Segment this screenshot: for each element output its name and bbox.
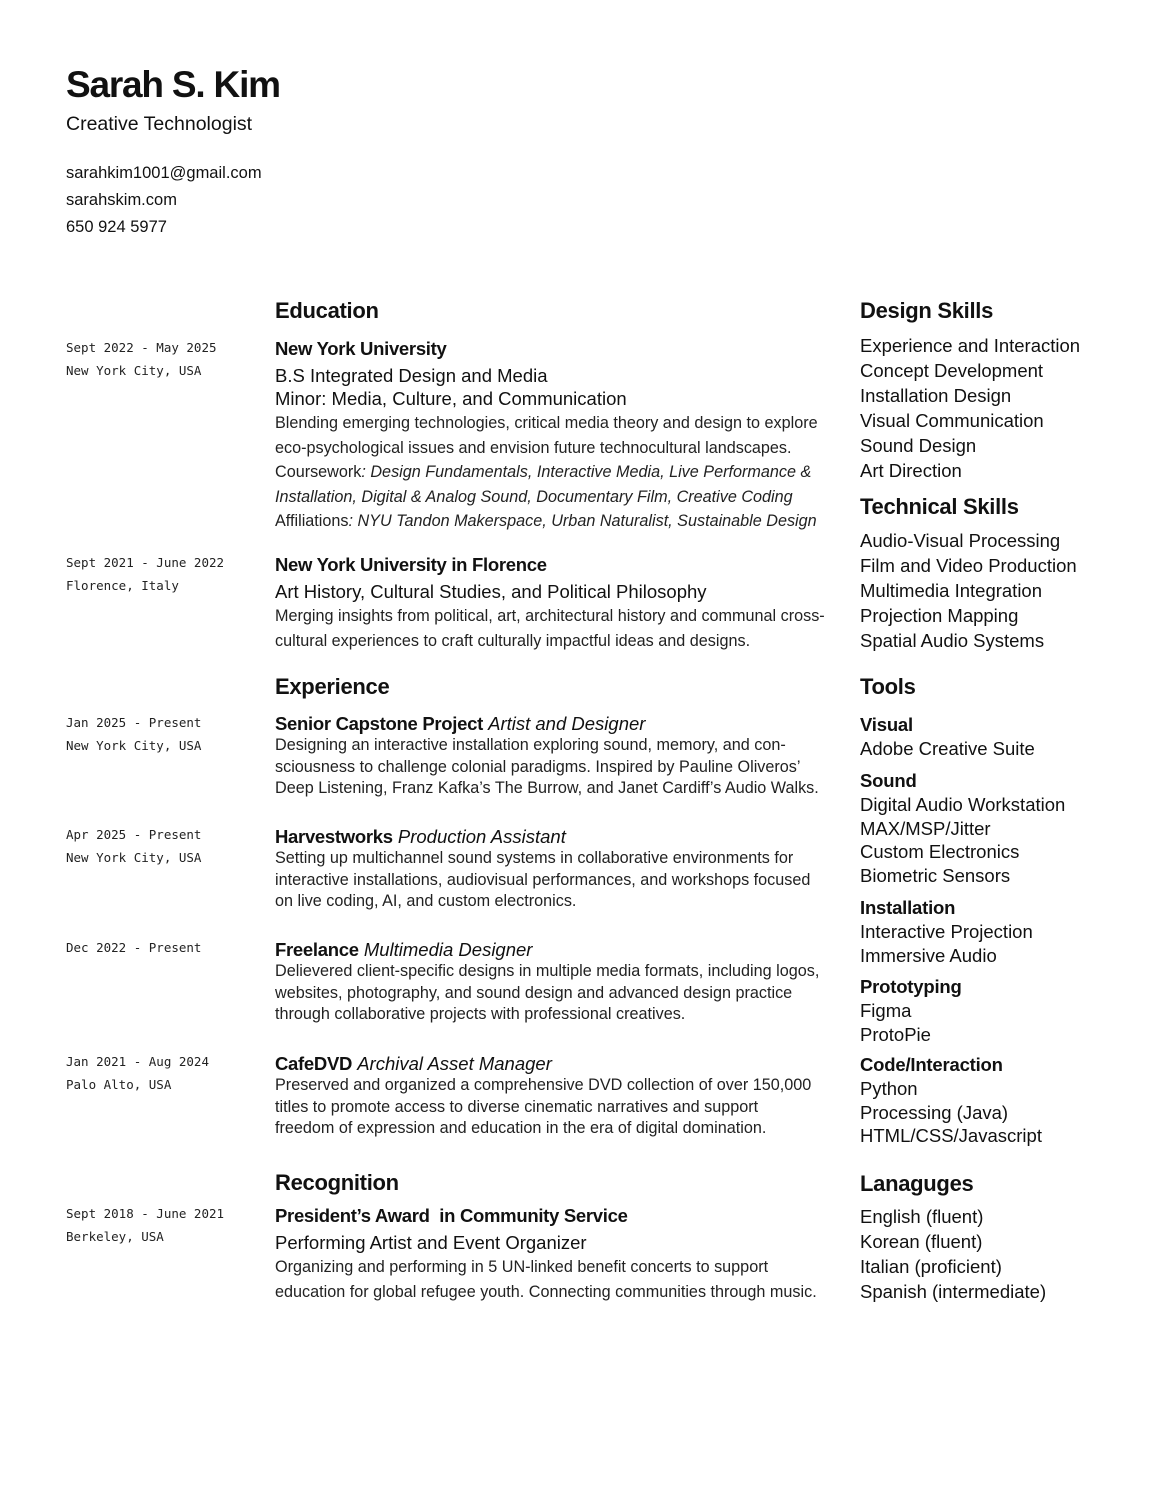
- technical-skills-list: [860, 528, 1160, 653]
- tool-group-sound: [860, 769, 1160, 887]
- tools-heading: Tools: [860, 674, 916, 699]
- education-dates-nyu: [66, 336, 217, 382]
- description-line: cultural experiences to craft culturally impactful ideas and designs.: [275, 631, 751, 650]
- description: [275, 1075, 835, 1140]
- degree: Art History, Cultural Studies, and Political Philosophy: [275, 581, 707, 602]
- school-name: New York University: [275, 338, 447, 359]
- technical-skills-heading: Technical Skills: [860, 494, 1019, 519]
- location: Florence, Italy: [66, 578, 179, 593]
- languages-heading: Lanaguges: [860, 1171, 974, 1196]
- recognition-dates: [66, 1202, 224, 1248]
- tool-item: MAX/MSP/Jitter: [860, 817, 991, 839]
- organization: Freelance: [275, 939, 359, 960]
- date-range: Jan 2025 - Present: [66, 715, 202, 730]
- date-range: Sept 2018 - June 2021: [66, 1206, 225, 1221]
- organization: Senior Capstone Project: [275, 713, 483, 734]
- email-link[interactable]: sarahkim1001@gmail.com: [66, 164, 262, 182]
- description: [275, 604, 835, 653]
- description: [275, 735, 835, 800]
- coursework-list: Installation, Digital & Analog Sound, Documentary Film, Creative Coding: [275, 487, 793, 506]
- tool-group-code: [860, 1053, 1160, 1148]
- education-dates-florence: [66, 551, 224, 597]
- tool-item: HTML/CSS/Javascript: [860, 1125, 1042, 1146]
- skill-item: Experience and Interaction: [860, 335, 1081, 356]
- tool-item: Digital Audio Workstation: [860, 794, 1066, 815]
- experience-dates: [66, 936, 201, 959]
- description-line: websites, photography, and sound design and advanced design practice: [275, 983, 793, 1002]
- description-line: Blending emerging technologies, critical media theory and design to explore: [275, 414, 818, 432]
- location: Palo Alto, USA: [66, 1077, 172, 1092]
- location: New York City, USA: [66, 738, 202, 753]
- date-range: Sept 2022 - May 2025: [66, 340, 217, 355]
- resume-name: Sarah S. Kim: [66, 64, 280, 105]
- experience-heading: Experience: [275, 674, 390, 699]
- tool-group-title: Visual: [860, 714, 913, 735]
- affiliations-label: Affiliations: [275, 512, 349, 530]
- role: Multimedia Designer: [363, 939, 533, 960]
- tool-group-title: Installation: [860, 897, 956, 918]
- skill-item: Installation Design: [860, 385, 1012, 406]
- skill-item: Projection Mapping: [860, 605, 1019, 626]
- tool-group-installation: [860, 896, 1160, 967]
- degree: B.S Integrated Design and Media: [275, 365, 548, 386]
- skill-item: Visual Communication: [860, 410, 1044, 431]
- description: [275, 1255, 835, 1304]
- skill-item: Concept Development: [860, 360, 1044, 381]
- job-title: Creative Technologist: [66, 113, 253, 135]
- description-line: freedom of expression and education in the era of digital domination.: [275, 1119, 767, 1137]
- experience-entry: [275, 939, 835, 1026]
- recognition-entry: [275, 1205, 835, 1304]
- language-item: Korean (fluent): [860, 1231, 983, 1252]
- coursework-list: : Design Fundamentals, Interactive Media, Live Performance &: [361, 463, 812, 481]
- design-skills-list: [860, 333, 1160, 483]
- role: Artist and Designer: [488, 713, 646, 734]
- description-line: through collaborative projects with professional creatives.: [275, 1005, 686, 1023]
- minor: Minor: Media, Culture, and Communication: [275, 388, 627, 409]
- experience-entry: [275, 713, 835, 800]
- skill-item: Film and Video Production: [860, 555, 1077, 576]
- skill-item: Art Direction: [860, 460, 962, 481]
- education-entry-florence: [275, 554, 835, 653]
- tool-item: ProtoPie: [860, 1023, 931, 1045]
- phone-number: 650 924 5977: [66, 218, 167, 236]
- role: Production Assistant: [397, 826, 566, 847]
- recognition-heading: Recognition: [275, 1170, 399, 1195]
- coursework: [275, 460, 835, 485]
- tool-item: Immersive Audio: [860, 944, 997, 966]
- description: [275, 961, 835, 1026]
- description-line: eco-psychological issues and envision future technocultural landscapes.: [275, 438, 792, 457]
- tool-item: Python: [860, 1078, 918, 1099]
- design-skills-heading: Design Skills: [860, 298, 994, 323]
- description-line: Delievered client-specific designs in multiple media formats, including logos,: [275, 962, 820, 980]
- tool-group-prototyping: [860, 975, 1160, 1046]
- tool-group-visual: [860, 713, 1160, 761]
- tool-item: Figma: [860, 1000, 912, 1021]
- tool-item: Custom Electronics: [860, 841, 1020, 862]
- tool-item: Interactive Projection: [860, 921, 1033, 942]
- organization: CafeDVD: [275, 1053, 353, 1074]
- skill-item: Spatial Audio Systems: [860, 630, 1045, 651]
- languages-list: [860, 1204, 1160, 1304]
- tool-item: Adobe Creative Suite: [860, 738, 1035, 759]
- organization: Harvestworks: [275, 826, 393, 847]
- description-line: Setting up multichannel sound systems in collaborative environments for: [275, 849, 794, 867]
- experience-entry: [275, 826, 835, 913]
- website-link[interactable]: sarahskim.com: [66, 191, 177, 209]
- date-range: Dec 2022 - Present: [66, 940, 202, 955]
- education-entry-nyu: [275, 338, 835, 534]
- education-heading: Education: [275, 298, 379, 323]
- description-line: education for global refugee youth. Connecting communities through music.: [275, 1282, 817, 1301]
- description-line: Organizing and performing in 5 UN-linked benefit concerts to support: [275, 1258, 769, 1276]
- affiliations-list: : NYU Tandon Makerspace, Urban Naturalist, Sustainable Design: [348, 512, 817, 530]
- tool-group-title: Sound: [860, 770, 917, 791]
- location: New York City, USA: [66, 363, 202, 378]
- tool-group-title: Prototyping: [860, 976, 962, 997]
- description-line: sciousness to challenge colonial paradigms. Inspired by Pauline Oliveros’: [275, 757, 801, 776]
- description: [275, 411, 835, 534]
- tool-group-title: Code/Interaction: [860, 1054, 1003, 1075]
- experience-dates: [66, 1050, 209, 1096]
- award-name: President’s Award in Community Service: [275, 1205, 628, 1226]
- experience-entry: [275, 1053, 835, 1140]
- coursework-label: Coursework: [275, 463, 362, 481]
- location: New York City, USA: [66, 850, 202, 865]
- tool-item: Processing (Java): [860, 1101, 1009, 1123]
- experience-dates: [66, 711, 201, 757]
- date-range: Jan 2021 - Aug 2024: [66, 1054, 209, 1069]
- experience-dates: [66, 823, 201, 869]
- role: Archival Asset Manager: [357, 1053, 552, 1074]
- affiliations: [275, 509, 835, 534]
- award-role: Performing Artist and Event Organizer: [275, 1232, 587, 1253]
- location: Berkeley, USA: [66, 1229, 164, 1244]
- description-line: Deep Listening, Franz Kafka’s The Burrow, and Janet Cardiff’s Audio Walks.: [275, 779, 819, 797]
- description-line: Merging insights from political, art, architectural history and communal cross-: [275, 607, 825, 625]
- description-line: Preserved and organized a comprehensive DVD collection of over 150,000: [275, 1076, 812, 1094]
- skill-item: Multimedia Integration: [860, 580, 1043, 601]
- description-line: titles to promote access to diverse cinematic narratives and support: [275, 1097, 759, 1116]
- description-line: Designing an interactive installation exploring sound, memory, and con-: [275, 736, 786, 754]
- contact-info: [66, 160, 262, 241]
- language-item: Spanish (intermediate): [860, 1281, 1047, 1302]
- language-item: Italian (proficient): [860, 1256, 1002, 1277]
- skill-item: Sound Design: [860, 435, 977, 456]
- language-item: English (fluent): [860, 1206, 984, 1227]
- description-line: on live coding, AI, and custom electronics.: [275, 892, 577, 910]
- school-name: New York University in Florence: [275, 554, 547, 575]
- description-line: interactive installations, audiovisual performances, and workshops focused: [275, 870, 811, 889]
- description: [275, 848, 835, 913]
- date-range: Sept 2021 - June 2022: [66, 555, 225, 570]
- tool-item: Biometric Sensors: [860, 864, 1011, 886]
- skill-item: Audio-Visual Processing: [860, 530, 1061, 551]
- date-range: Apr 2025 - Present: [66, 827, 202, 842]
